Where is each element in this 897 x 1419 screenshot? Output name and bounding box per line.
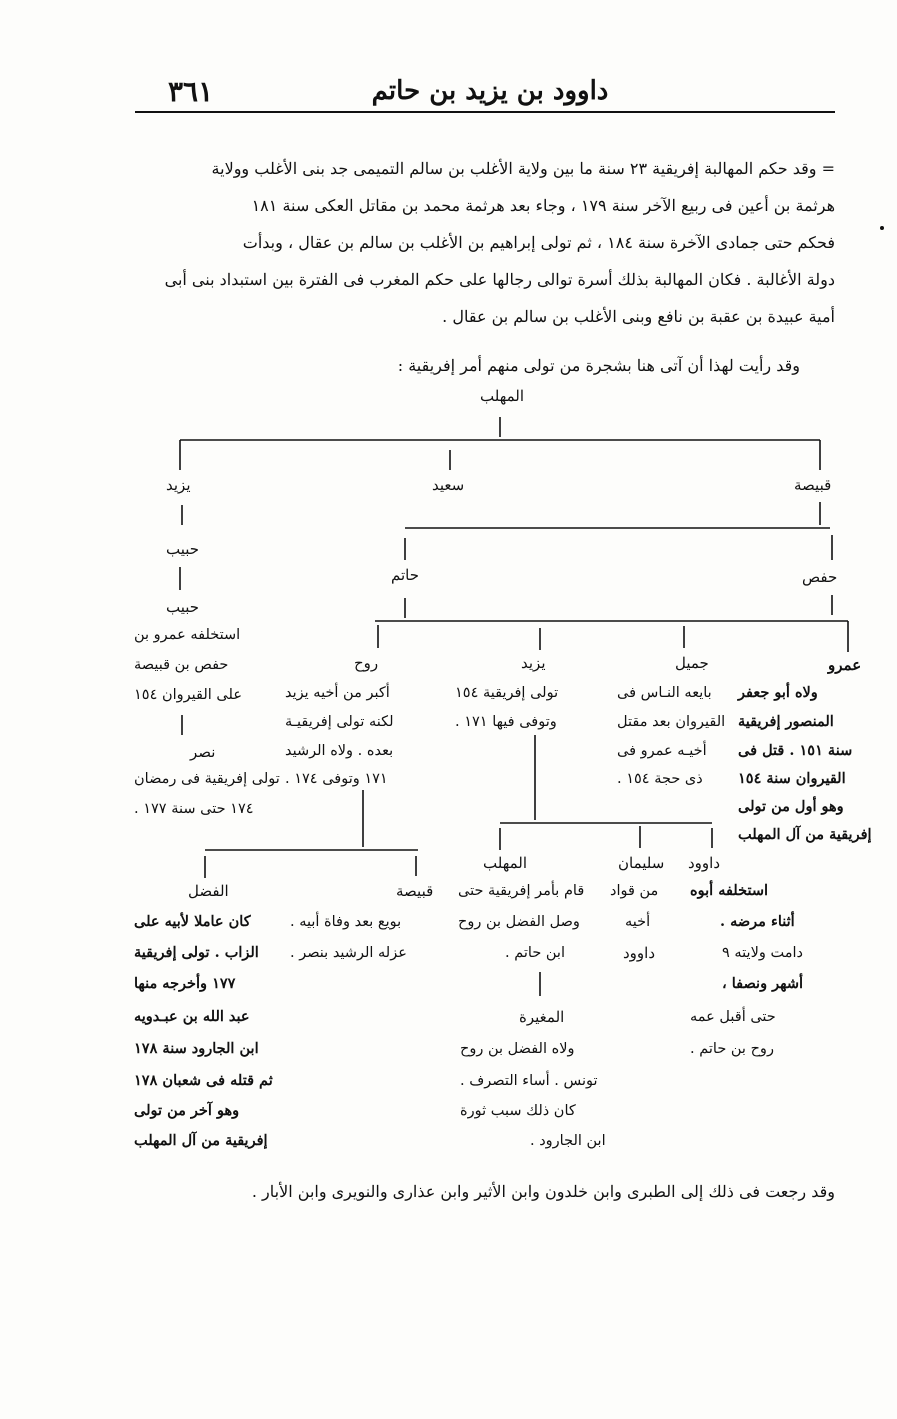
- sulayman-note-line: من قواد: [610, 883, 659, 899]
- intro-line: هرثمة بن أعين فى ربيع الآخر سنة ١٧٩ ، وجاء بعد هرثمة محمد بن مقاتل العكى سنة ١٨١: [251, 196, 835, 215]
- page-number: ٣٦١: [168, 75, 214, 108]
- yazid-note-line: تولى إفريقية ١٥٤: [455, 685, 559, 701]
- intro-line: فحكم حتى جمادى الآخرة سنة ١٨٤ ، ثم تولى إبراهيم بن الأغلب بن سالم بن عقال ، وبدأت: [242, 233, 835, 252]
- rawh-note-line: أكبر من أخيه يزيد: [285, 685, 390, 701]
- dawud-note-line: دامت ولايته ٩: [722, 945, 803, 961]
- node-habib-2: حبيب: [166, 598, 200, 616]
- fadl-note-line: وهو آخر من تولى: [134, 1102, 240, 1119]
- dawud-note-line: حتى أقبل عمه: [690, 1009, 776, 1025]
- node-nasr: نصر: [190, 743, 216, 761]
- node-muhallab-gen4: المهلب: [483, 854, 528, 872]
- mughira-note-line: ابن الجارود .: [530, 1133, 606, 1149]
- dawud-note-line: أثناء مرضه .: [720, 913, 795, 930]
- sources-note: وقد رجعت فى ذلك إلى الطبرى وابن خلدون وابن الأثير وابن عذارى والنويرى وابن الأبار .: [251, 1182, 835, 1201]
- node-dawud: داوود: [688, 854, 721, 872]
- node-habib-1: حبيب: [166, 540, 200, 558]
- sulayman-note-line: أخيه: [625, 914, 651, 930]
- fadl-note-line: ١٧٧ وأخرجه منها: [134, 975, 236, 992]
- mughira-note-line: تونس . أساء التصرف .: [460, 1073, 598, 1089]
- margin-dot: [880, 226, 884, 230]
- node-qabisa-gen4: قبيصة: [396, 882, 434, 900]
- jamil-note-line: ذى حجة ١٥٤ .: [617, 771, 703, 787]
- habib-note-line: حفص بن قبيصة: [134, 657, 229, 673]
- node-mughira: المغيرة: [519, 1008, 565, 1026]
- jamil-note-line: القيروان بعد مقتل: [617, 714, 726, 730]
- amr-note-line: القيروان سنة ١٥٤: [738, 770, 846, 787]
- amr-note-line: ولاه أبو جعفر: [738, 684, 818, 701]
- node-rawh: روح: [354, 654, 379, 672]
- rawh-note-line: بعده . ولاه الرشيد: [285, 743, 394, 759]
- rawh-note-line: لكنه تولى إفريقيـة: [285, 714, 394, 730]
- fadl-note-line: إفريقية من آل المهلب: [134, 1132, 268, 1149]
- fadl-note-line: ابن الجارود سنة ١٧٨: [134, 1040, 259, 1057]
- node-said: سعيد: [432, 476, 465, 494]
- muhallab-note-line: ابن حاتم .: [505, 945, 565, 961]
- dawud-note-line: استخلفه أبوه: [690, 882, 769, 899]
- muhallab-note-line: وصل الفضل بن روح: [458, 914, 580, 930]
- running-header-title: داوود بن يزيد بن حاتم: [371, 76, 609, 106]
- node-hatim: حاتم: [391, 566, 420, 584]
- amr-note-line: وهو أول من تولى: [738, 798, 844, 815]
- dawud-note-line: أشهر ونصفا ،: [722, 975, 804, 992]
- jamil-note-line: بايعه النـاس فى: [617, 685, 712, 701]
- node-amr: عمرو: [828, 656, 862, 674]
- fadl-note-line: عبد الله بن عبـدويه: [134, 1008, 250, 1025]
- fadl-note-line: ثم قتله فى شعبان ١٧٨: [134, 1072, 273, 1089]
- muhallab-note-line: قام بأمر إفريقية حتى: [458, 883, 585, 899]
- node-yazid-gen1: يزيد: [166, 476, 191, 494]
- rawh-note-line: ١٧١ وتوفى ١٧٤ .: [285, 771, 388, 787]
- nasr-note-line: تولى إفريقية فى رمضان: [134, 771, 280, 787]
- intro-line: دولة الأغالبة . فكان المهالبة بذلك أسرة توالى رجالها على حكم المغرب فى الفترة بين استبداد بنى أبى: [164, 270, 835, 289]
- fadl-note-line: الزاب . تولى إفريقية: [134, 944, 259, 961]
- yazid-note-line: وتوفى فيها ١٧١ .: [455, 714, 557, 730]
- node-muhallab-root: المهلب: [480, 387, 525, 405]
- qabisa-note-line: عزله الرشيد بنصر .: [290, 945, 407, 961]
- intro-line: أمية عبيدة بن عقبة بن نافع وبنى الأغلب بن سالم بن عقال .: [442, 307, 835, 326]
- habib-note-line: استخلفه عمرو بن: [134, 627, 241, 643]
- jamil-note-line: أخيـه عمرو فى: [617, 743, 707, 759]
- amr-note-line: سنة ١٥١ . قتل فى: [738, 742, 853, 759]
- tree-lead-sentence: وقد رأيت لهذا أن آتى هنا بشجرة من تولى منهم أمر إفريقية :: [397, 356, 800, 375]
- nasr-note-line: ١٧٤ حتى سنة ١٧٧ .: [134, 801, 254, 817]
- intro-line: = وقد حكم المهالبة إفريقية ٢٣ سنة ما بين ولاية الأغلب بن سالم التميمى جد بنى الأغلب وولاية: [211, 159, 835, 178]
- fadl-note-line: كان عاملا لأبيه على: [134, 913, 251, 930]
- qabisa-note-line: بويع بعد وفاة أبيه .: [290, 914, 402, 930]
- mughira-note-line: كان ذلك سبب ثورة: [460, 1103, 576, 1119]
- node-fadl: الفضل: [188, 882, 229, 900]
- mughira-note-line: ولاه الفضل بن روح: [460, 1041, 575, 1057]
- node-dawud-son: داوود: [623, 944, 656, 962]
- dawud-note-line: روح بن حاتم .: [690, 1041, 774, 1057]
- amr-note-line: إفريقية من آل المهلب: [738, 826, 872, 843]
- node-sulayman: سليمان: [618, 854, 665, 872]
- amr-note-line: المنصور إفريقية: [738, 713, 834, 730]
- node-qabisa-gen1: قبيصة: [794, 476, 832, 494]
- habib-note-line: على القيروان ١٥٤: [134, 687, 242, 703]
- node-jamil: جميل: [675, 654, 709, 672]
- node-hafs: حفص: [802, 568, 838, 586]
- node-yazid-gen3: يزيد: [521, 654, 546, 672]
